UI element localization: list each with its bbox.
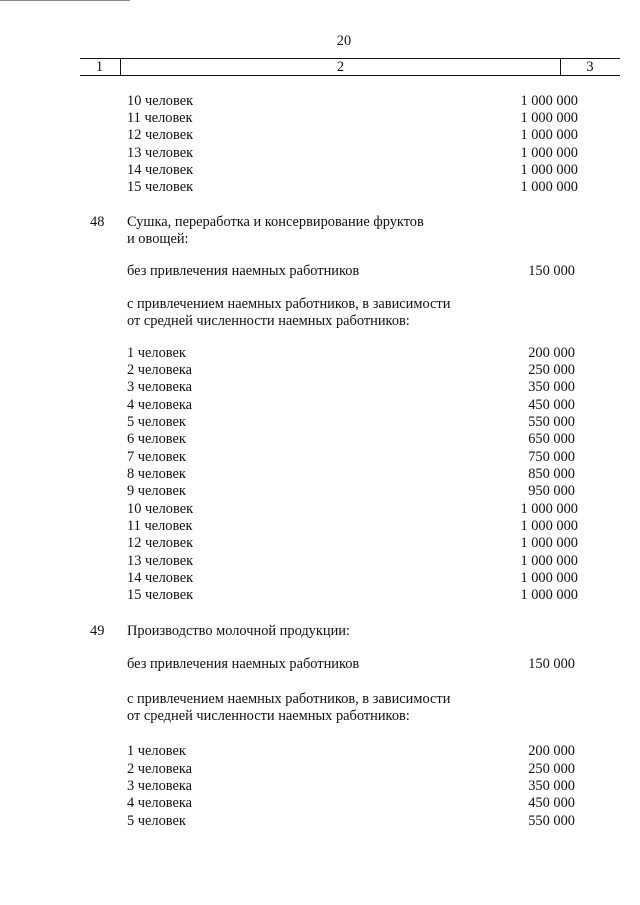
employee-count-value: 850 000 (528, 466, 575, 482)
employee-count-label: 10 человек (127, 501, 194, 517)
employee-count-label: 7 человек (127, 449, 186, 465)
employee-count-label: 3 человека (127, 379, 193, 395)
continuation-row-value: 1 000 000 (520, 127, 578, 143)
employee-count-label: 5 человек (127, 414, 186, 430)
employee-count-label: 8 человек (127, 466, 186, 482)
employee-count-label: 4 человека (127, 397, 193, 413)
employee-count-value: 200 000 (528, 743, 575, 759)
employee-count-value: 450 000 (528, 397, 575, 413)
employee-count-value: 550 000 (528, 414, 575, 430)
no-hire-label: без привлечения наемных работников (127, 263, 360, 279)
employee-count-label: 12 человек (127, 535, 194, 551)
column-header-row (80, 58, 620, 76)
column-header-1: 1 (95, 59, 104, 75)
page-number: 20 (336, 33, 352, 49)
hire-description: от средней численности наемных работников: (127, 708, 410, 724)
employee-count-label: 14 человек (127, 570, 194, 586)
employee-count-label: 2 человека (127, 362, 193, 378)
no-hire-value: 150 000 (528, 263, 575, 279)
item-title: и овощей: (127, 231, 189, 247)
continuation-row-label: 14 человек (127, 162, 194, 178)
employee-count-value: 350 000 (528, 379, 575, 395)
employee-count-value: 1 000 000 (520, 501, 578, 517)
employee-count-value: 1 000 000 (520, 587, 578, 603)
employee-count-value: 1 000 000 (520, 518, 578, 534)
employee-count-value: 1 000 000 (520, 535, 578, 551)
continuation-row-value: 1 000 000 (520, 179, 578, 195)
continuation-row-label: 11 человек (127, 110, 193, 126)
item-number: 49 (90, 623, 105, 639)
employee-count-value: 750 000 (528, 449, 575, 465)
employee-count-label: 2 человека (127, 761, 193, 777)
employee-count-value: 1 000 000 (520, 553, 578, 569)
hire-description: с привлечением наемных работников, в зависимости (127, 296, 451, 312)
employee-count-value: 200 000 (528, 345, 575, 361)
item-title: Сушка, переработка и консервирование фруктов (127, 214, 424, 230)
continuation-row-label: 15 человек (127, 179, 194, 195)
continuation-row-label: 12 человек (127, 127, 194, 143)
employee-count-value: 1 000 000 (520, 570, 578, 586)
continuation-row-value: 1 000 000 (520, 162, 578, 178)
hire-description: от средней численности наемных работников: (127, 313, 410, 329)
employee-count-label: 1 человек (127, 345, 186, 361)
no-hire-label: без привлечения наемных работников (127, 656, 360, 672)
employee-count-value: 950 000 (528, 483, 575, 499)
item-number: 48 (90, 214, 105, 230)
employee-count-value: 650 000 (528, 431, 575, 447)
continuation-row-value: 1 000 000 (520, 93, 578, 109)
employee-count-value: 250 000 (528, 362, 575, 378)
column-header-2: 2 (120, 59, 561, 75)
employee-count-label: 1 человек (127, 743, 186, 759)
employee-count-label: 4 человека (127, 795, 193, 811)
employee-count-label: 5 человек (127, 813, 186, 829)
no-hire-value: 150 000 (528, 656, 575, 672)
employee-count-value: 550 000 (528, 813, 575, 829)
employee-count-value: 450 000 (528, 795, 575, 811)
employee-count-value: 250 000 (528, 761, 575, 777)
employee-count-label: 13 человек (127, 553, 194, 569)
scan-edge-line (0, 0, 130, 2)
continuation-row-value: 1 000 000 (520, 110, 578, 126)
employee-count-label: 11 человек (127, 518, 193, 534)
employee-count-label: 6 человек (127, 431, 186, 447)
employee-count-label: 9 человек (127, 483, 186, 499)
continuation-row-label: 10 человек (127, 93, 194, 109)
hire-description: с привлечением наемных работников, в зависимости (127, 691, 451, 707)
item-title: Производство молочной продукции: (127, 623, 350, 639)
continuation-row-value: 1 000 000 (520, 145, 578, 161)
continuation-row-label: 13 человек (127, 145, 194, 161)
employee-count-label: 15 человек (127, 587, 194, 603)
employee-count-label: 3 человека (127, 778, 193, 794)
employee-count-value: 350 000 (528, 778, 575, 794)
column-header-3: 3 (586, 59, 594, 75)
